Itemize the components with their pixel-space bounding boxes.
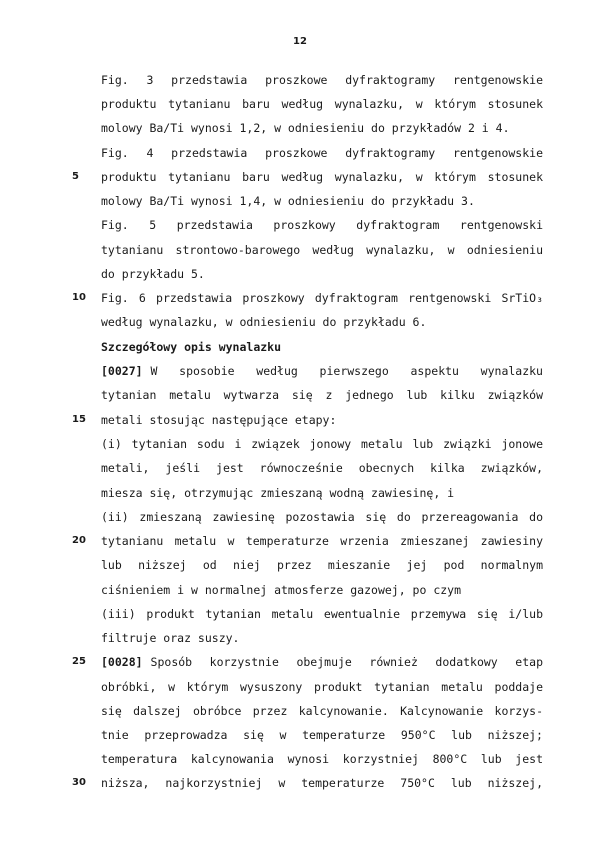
line-number-10: 10 xyxy=(72,292,86,303)
text-line: według wynalazku, w odniesieniu do przykładu 6. xyxy=(101,315,427,329)
text-line: molowy Ba/Ti wynosi 1,2, w odniesieniu do przykładów 2 i 4. xyxy=(101,121,510,135)
line-number-30: 30 xyxy=(72,777,86,788)
text-line: Fig. 6 przedstawia proszkowy dyfraktogram rentgenowski SrTiO₃ xyxy=(101,291,543,305)
text-line: miesza się, otrzymując zmieszaną wodną zawiesinę, i xyxy=(101,486,455,500)
paragraph-0027-first-line xyxy=(101,364,543,378)
page-number: 12 xyxy=(293,36,307,47)
text-line: filtruje oraz suszy. xyxy=(101,631,240,645)
line-number-20: 20 xyxy=(72,535,86,546)
line-number-25: 25 xyxy=(72,656,86,667)
paragraph-tag: [0028] xyxy=(101,655,143,669)
text-line: Fig. 4 przedstawia proszkowe dyfraktogramy rentgenowskie xyxy=(101,146,543,160)
text-line: obróbki, w którym wysuszony produkt tytanian metalu poddaje xyxy=(101,680,543,694)
line-number-5: 5 xyxy=(72,171,79,182)
text-line: (iii) produkt tytanian metalu ewentualnie przemywa się i/lub xyxy=(101,607,543,621)
text-line: tytanian metalu wytwarza się z jednego lub kilku związków xyxy=(101,388,543,402)
text-line: tnie przeprowadza się w temperaturze 950°C lub niższej; xyxy=(101,728,543,742)
text-line: do przykładu 5. xyxy=(101,267,205,281)
text-line: Fig. 5 przedstawia proszkowy dyfraktogram rentgenowski xyxy=(101,218,543,232)
text-line: metali, jeśli jest równocześnie obecnych kilka związków, xyxy=(101,461,543,475)
text-line: produktu tytanianu baru według wynalazku, w którym stosunek xyxy=(101,97,543,111)
text-line: produktu tytanianu baru według wynalazku, w którym stosunek xyxy=(101,170,543,184)
text-line: (ii) zmieszaną zawiesinę pozostawia się do przereagowania do xyxy=(101,510,543,524)
text-line: się dalszej obróbce przez kalcynowanie. Kalcynowanie korzys- xyxy=(101,704,543,718)
text-span: W sposobie według pierwszego aspektu wynalazku xyxy=(150,364,543,378)
text-line: temperatura kalcynowania wynosi korzystniej 800°C lub jest xyxy=(101,752,543,766)
text-line: tytanianu strontowo-barowego według wynalazku, w odniesieniu xyxy=(101,243,543,257)
line-number-15: 15 xyxy=(72,414,86,425)
paragraph-0028-first-line xyxy=(101,655,543,669)
text-line: Fig. 3 przedstawia proszkowe dyfraktogramy rentgenowskie xyxy=(101,73,543,87)
text-line: (i) tytanian sodu i związek jonowy metalu lub związki jonowe xyxy=(101,437,543,451)
text-line: lub niższej od niej przez mieszanie jej pod normalnym xyxy=(101,558,543,572)
text-line: metali stosując następujące etapy: xyxy=(101,413,337,427)
text-span: Sposób korzystnie obejmuje również dodatkowy etap xyxy=(150,655,543,669)
text-line: tytanianu metalu w temperaturze wrzenia zmieszanej zawiesiny xyxy=(101,534,543,548)
text-line: molowy Ba/Ti wynosi 1,4, w odniesieniu do przykładu 3. xyxy=(101,194,475,208)
section-heading: Szczegółowy opis wynalazku xyxy=(101,340,282,354)
text-line: niższa, najkorzystniej w temperaturze 750°C lub niższej, xyxy=(101,776,543,790)
paragraph-tag: [0027] xyxy=(101,364,143,378)
text-line: ciśnieniem i w normalnej atmosferze gazowej, po czym xyxy=(101,583,462,597)
